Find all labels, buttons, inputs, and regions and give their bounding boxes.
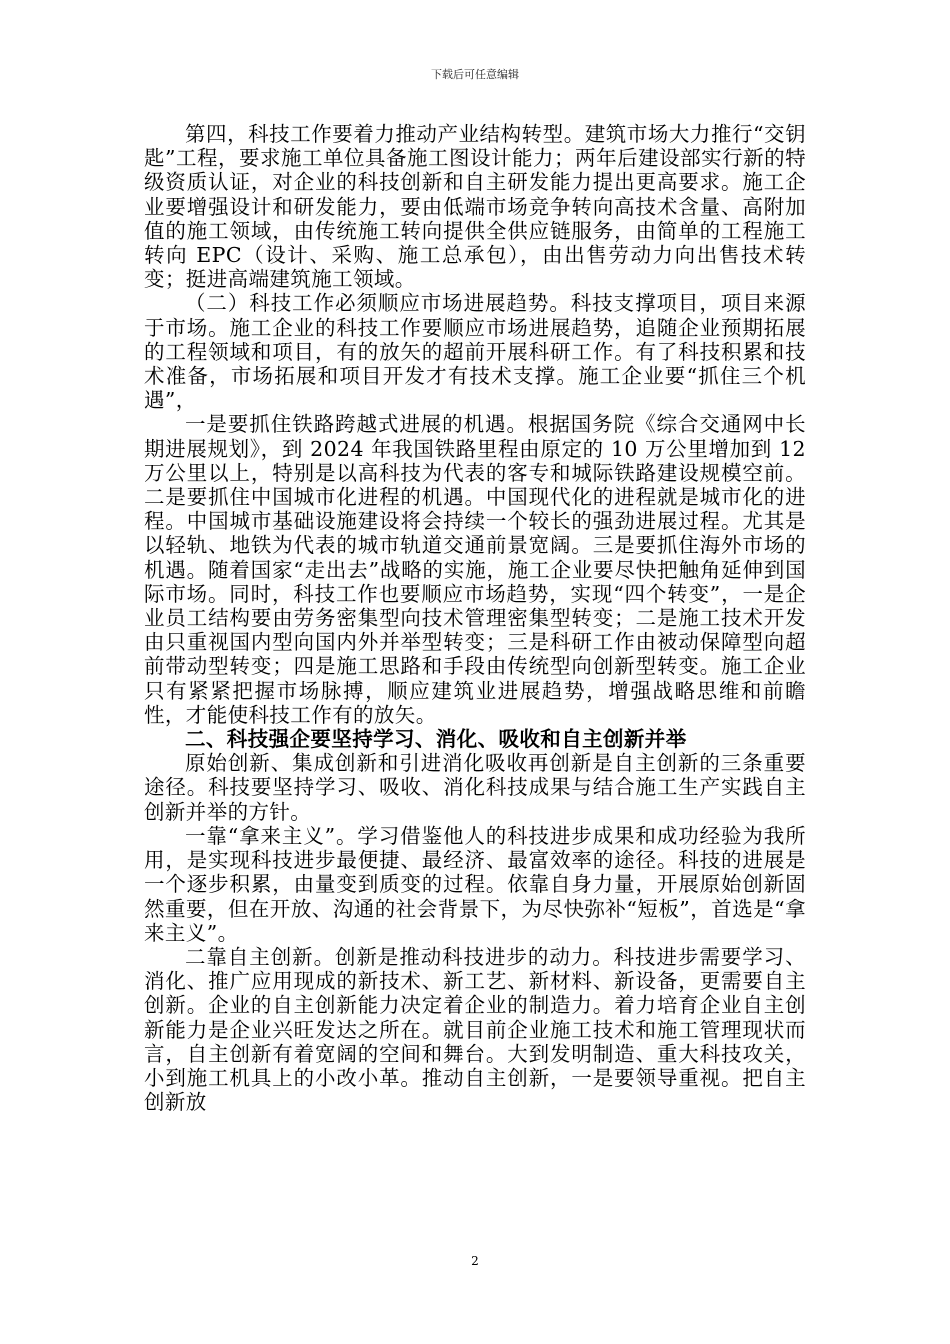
paragraph: （二）科技工作必须顺应市场进展趋势。科技支撑项目，项目来源于市场。施工企业的科技工作要顺应市场进展趋势，追随企业预期拓展的工程领域和项目，有的放矢的超前开展科研工作。有了科技积累和技术准备，市场拓展和项目开发才有技术支撑。施工企业要“抓住三个机遇”，: [144, 291, 806, 413]
page-number: 2: [471, 1254, 479, 1268]
paragraph: 一是要抓住铁路跨越式进展的机遇。根据国务院《综合交通网中长期进展规划》，到 2024 年我国铁路里程由原定的 10 万公里增加到 12 万公里以上，特别是以高科技为代表的客专和城际铁路建设规模空前。二是要抓住中国城市化进程的机遇。中国现代化的进程就是城市化的进程。中国城市基础设施建设将会持续一个较长的强劲进展过程。尤其是以轻轨、地铁为代表的城市轨道交通前景宽阔。三是要抓住海外市场的机遇。随着国家“走出去”战略的实施，施工企业要尽快把触角延伸到国际市场。同时，科技工作也要顺应市场趋势，实现“四个转变”，一是企业员工结构要由劳务密集型向技术管理密集型转变；二是施工技术开发由只重视国内型向国内外并举型转变；三是科研工作由被动保障型向超前带动型转变；四是施工思路和手段由传统型向创新型转变。施工企业只有紧紧把握市场脉搏，顺应建筑业进展趋势，增强战略思维和前瞻性，才能使科技工作有的放矢。: [144, 412, 806, 727]
paragraph: 一靠“拿来主义”。学习借鉴他人的科技进步成果和成功经验为我所用，是实现科技进步最便捷、最经济、最富效率的途径。科技的进展是一个逐步积累，由量变到质变的过程。依靠自身力量，开展原始创新固然重要，但在开放、沟通的社会背景下，为尽快弥补“短板”，首选是“拿来主义”。: [144, 823, 806, 945]
paragraph: 二靠自主创新。创新是推动科技进步的动力。科技进步需要学习、消化、推广应用现成的新技术、新工艺、新材料、新设备，更需要自主创新。企业的自主创新能力决定着企业的制造力。着力培育企业自主创新能力是企业兴旺发达之所在。就目前企业施工技术和施工管理现状而言，自主创新有着宽阔的空间和舞台。大到发明制造、重大科技攻关，小到施工机具上的小改小革。推动自主创新，一是要领导重视。把自主创新放: [144, 944, 806, 1115]
paragraph: 第四，科技工作要着力推动产业结构转型。建筑市场大力推行“交钥匙”工程，要求施工单位具备施工图设计能力；两年后建设部实行新的特级资质认证，对企业的科技创新和自主研发能力提出更高要求。施工企业要增强设计和研发能力，要由低端市场竞争转向高技术含量、高附加值的施工领域，由传统施工转向提供全供应链服务，由简单的工程施工转向 EPC（设计、采购、施工总承包），由出售劳动力向出售技术转变；挺进高端建筑施工领域。: [144, 122, 806, 292]
section-heading: 二、科技强企要坚持学习、消化、吸收和自主创新并举: [185, 727, 687, 752]
page-header: 下载后可任意编辑: [431, 68, 519, 81]
document-body: [144, 122, 806, 1114]
paragraph: 原始创新、集成创新和引进消化吸收再创新是自主创新的三条重要途径。科技要坚持学习、吸收、消化科技成果与结合施工生产实践自主创新并举的方针。: [144, 751, 806, 824]
